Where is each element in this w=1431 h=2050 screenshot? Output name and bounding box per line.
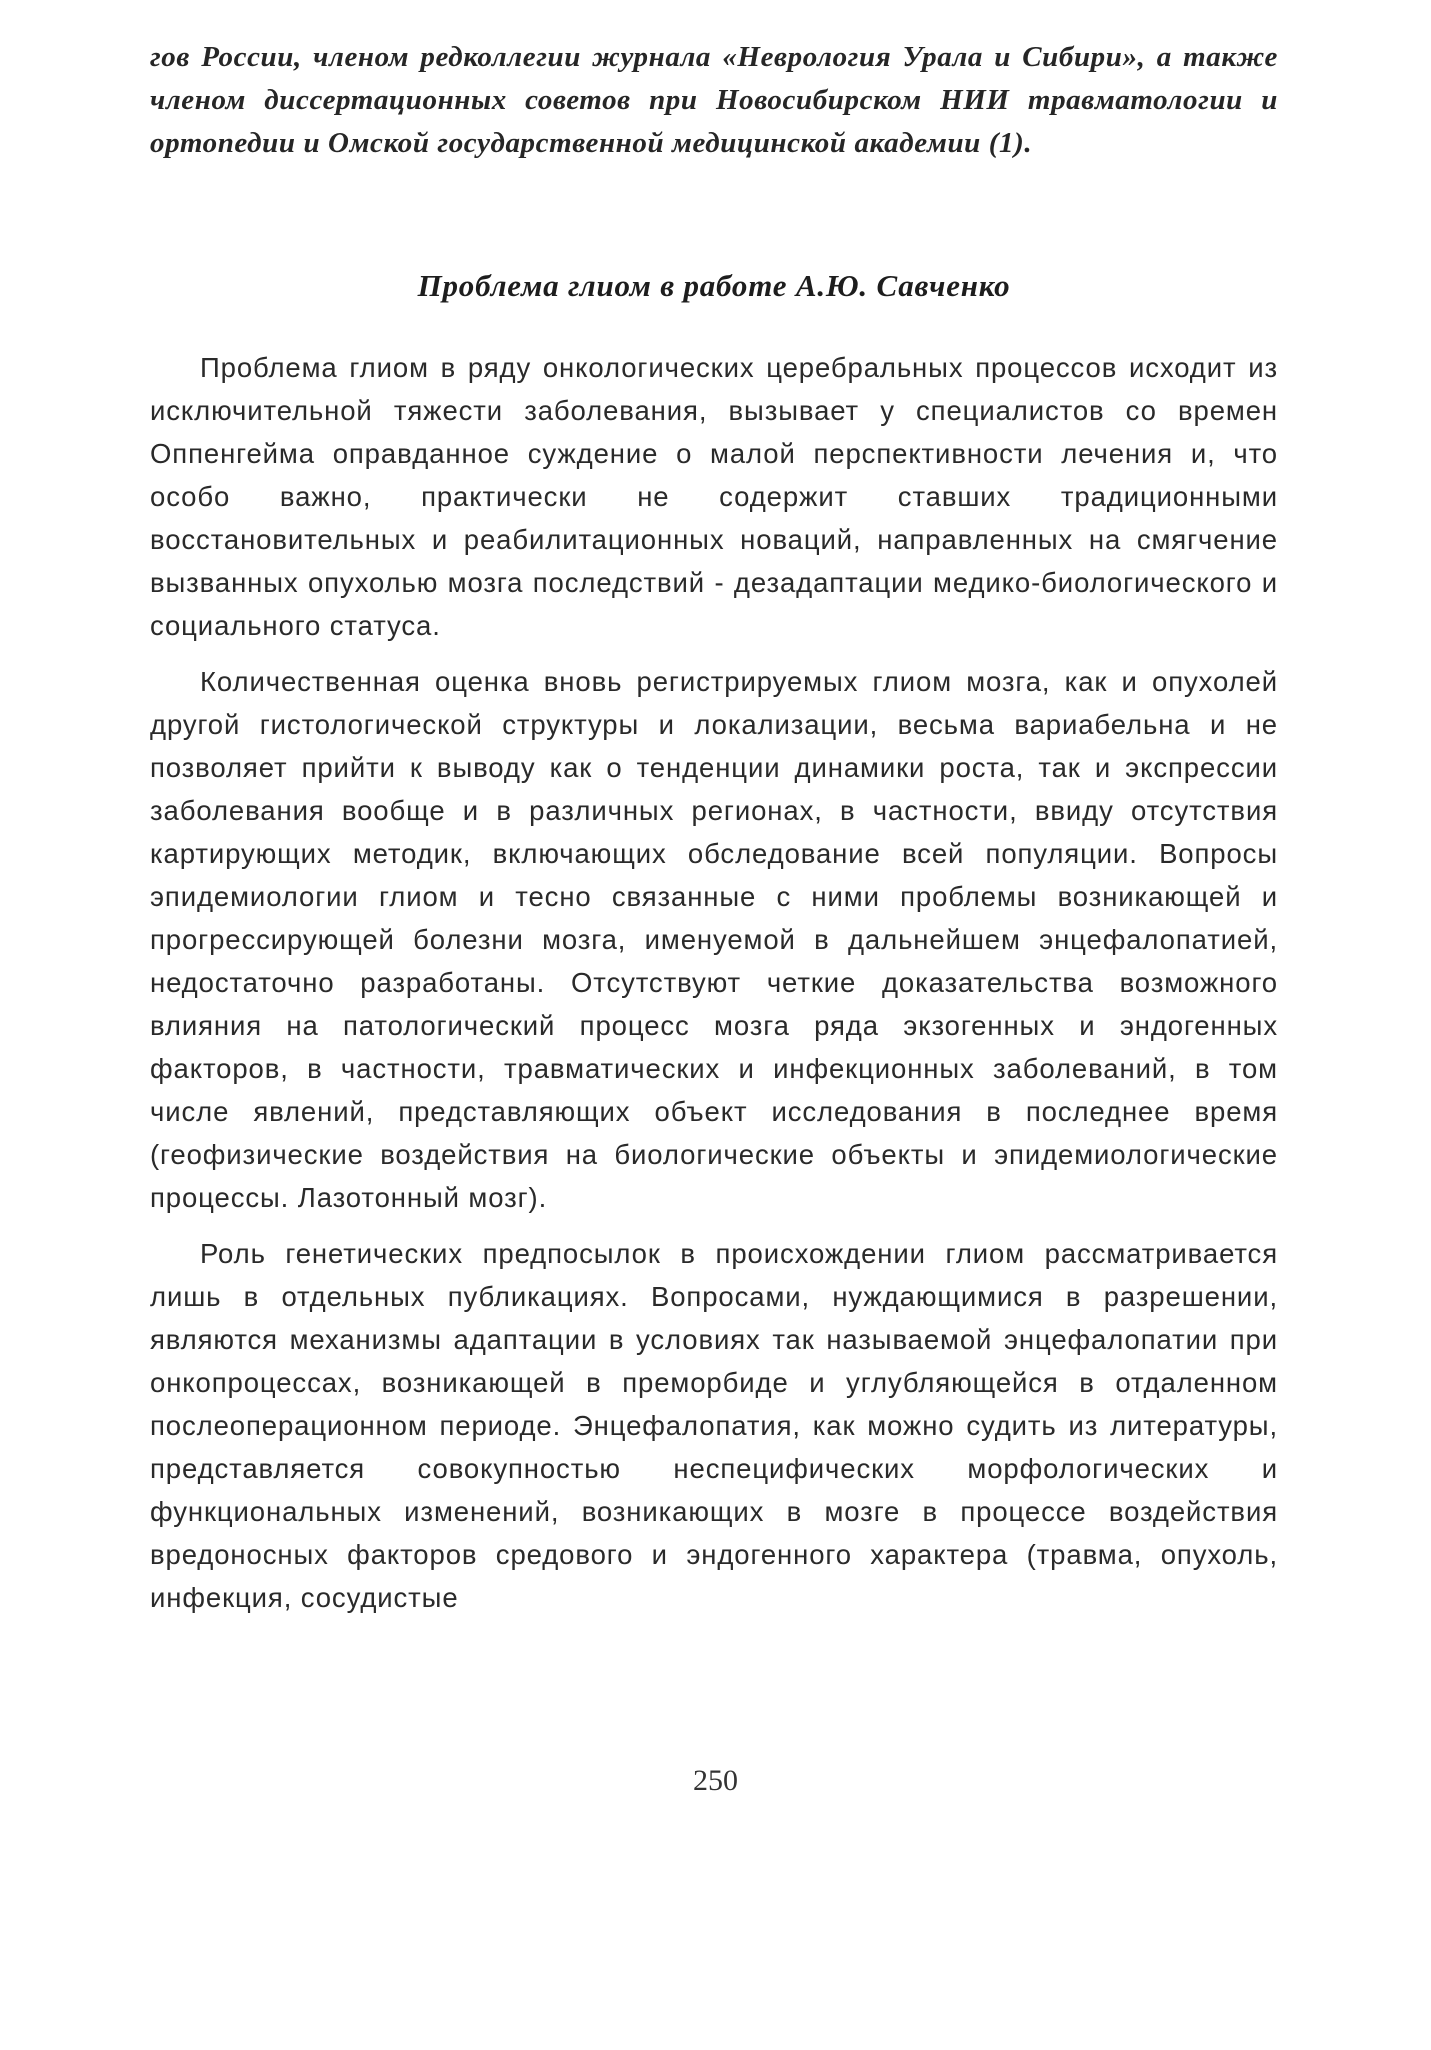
paragraph-3: Роль генетических предпосылок в происхождении глиом рассматривается лишь в отдельных публикациях. Вопросами, нуждающимися в разрешении, являются механизмы адаптации в условиях так называемой энцефалопатии при онкопроцессах, возникающей в преморбиде и углубляющейся в отдаленном послеоперационном периоде. Энцефалопатия, как можно судить из литературы, представляется совокупностью неспецифических морфологических и функциональных изменений, возникающих в мозге в процессе воздействия вредоносных факторов средового и эндогенного характера (травма, опухоль, инфекция, сосудистые — [150, 1238, 1278, 1613]
paragraph-1: Проблема глиом в ряду онкологических церебральных процессов исходит из исключительной тяжести заболевания, вызывает у специалистов со времен Оппенгейма оправданное суждение о малой перспективности лечения и, что особо важно, практически не содержит ставших традиционными восстановительных и реабилитационных новаций, направленных на смягчение вызванных опухолью мозга последствий - дезадаптации медико-биологического и социального статуса. — [150, 352, 1278, 641]
intro-paragraph-fragment: гов России, членом редколлегии журнала «Неврология Урала и Сибири», а также членом диссертационных советов при Новосибирском НИИ травматологии и ортопедии и Омской государственной медицинской академии (1). — [150, 41, 1278, 159]
body-text — [150, 346, 1278, 1632]
paragraph-2: Количественная оценка вновь регистрируемых глиом мозга, как и опухолей другой гистологической структуры и локализации, весьма вариабельна и не позволяет прийти к выводу как о тенденции динамики роста, так и экспрессии заболевания вообще и в различных регионах, в частности, ввиду отсутствия картирующих методик, включающих обследование всей популяции. Вопросы эпидемиологии глиом и тесно связанные с ними проблемы возникающей и прогрессирующей болезни мозга, именуемой в дальнейшем энцефалопатией, недостаточно разработаны. Отсутствуют четкие доказательства возможного влияния на патологический процесс мозга ряда экзогенных и эндогенных факторов, в частности, травматических и инфекционных заболеваний, в том числе явлений, представляющих объект исследования в последнее время (геофизические воздействия на биологические объекты и эпидемиологические процессы. Лазотонный мозг). — [150, 666, 1278, 1213]
page-number: 250 — [693, 1764, 738, 1797]
section-heading: Проблема глиом в работе А.Ю. Савченко — [417, 268, 1011, 303]
